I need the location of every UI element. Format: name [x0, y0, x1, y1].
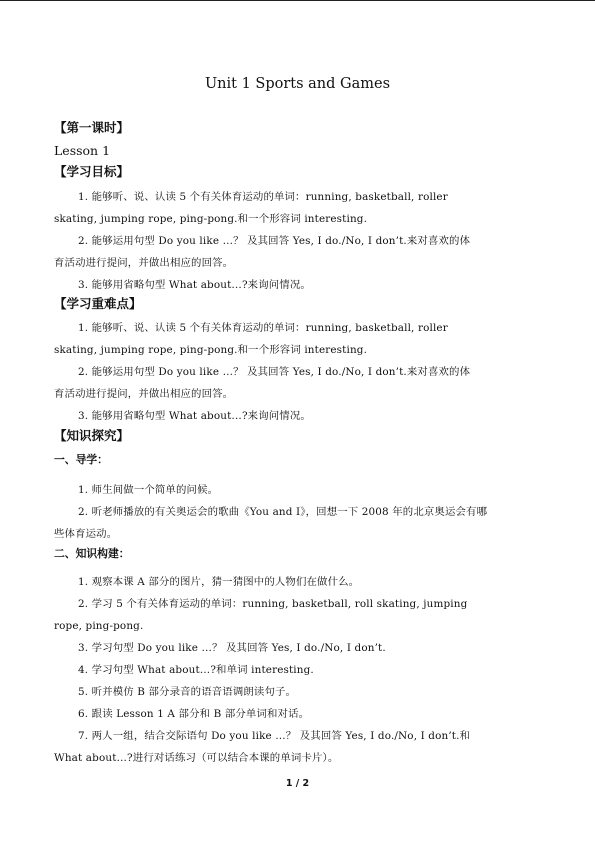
objective-line: 1. 能够听、说、认读 5 个有关体育运动的单词：running, basketball, roller	[78, 191, 448, 203]
key-points-heading: 【学习重难点】	[54, 296, 142, 311]
section2-heading: 二、知识构建：	[54, 547, 130, 560]
key-point-line: 育活动进行提问，并做出相应的回答。	[54, 388, 234, 400]
key-point-line: 3. 能够用省略句型 What about…?来询问情况。	[78, 410, 311, 422]
section2-line: 4. 学习句型 What about…?和单词 interesting.	[78, 664, 314, 676]
section2-line: What about…?进行对话练习（可以结合本课的单词卡片）。	[54, 752, 339, 764]
section2-line: 7. 两人一组，结合交际语句 Do you like …？ 及其回答 Yes, I do./No, I don’t.和	[78, 730, 471, 742]
explore-heading: 【知识探究】	[54, 428, 130, 443]
lesson-header: 【第一课时】	[54, 120, 130, 135]
objective-line: 3. 能够用省略句型 What about…?来询问情况。	[78, 279, 311, 291]
section2-line: 3. 学习句型 Do you like …？ 及其回答 Yes, I do./No, I don’t.	[78, 642, 386, 654]
section2-line: 1. 观察本课 A 部分的图片，猜一猜图中的人物们在做什么。	[78, 576, 360, 588]
objective-line: 育活动进行提问，并做出相应的回答。	[54, 257, 234, 269]
section2-line: 5. 听并模仿 B 部分录音的语音语调朗读句子。	[78, 686, 297, 698]
objective-line: skating, jumping rope, ping-pong.和一个形容词 interesting.	[54, 213, 368, 225]
section2-line: 6. 跟读 Lesson 1 A 部分和 B 部分单词和对话。	[78, 708, 310, 720]
lesson-name: Lesson 1	[54, 143, 111, 158]
key-point-line: 1. 能够听、说、认读 5 个有关体育运动的单词：running, basketball, roller	[78, 322, 448, 334]
section1-line: 1. 师生间做一个简单的问候。	[78, 484, 219, 496]
objective-line: 2. 能够运用句型 Do you like …？ 及其回答 Yes, I do./No, I don’t.来对喜欢的体	[78, 235, 471, 247]
objectives-heading: 【学习目标】	[54, 164, 130, 179]
section2-line: 2. 学习 5 个有关体育运动的单词：running, basketball, roll skating, jumping	[78, 598, 468, 610]
section1-line: 2. 听老师播放的有关奥运会的歌曲《You and I》，回想一下 2008 年的北京奥运会有哪	[78, 506, 488, 518]
section1-line: 些体育运动。	[54, 528, 118, 540]
section2-line: rope, ping-pong.	[54, 620, 144, 632]
key-point-line: 2. 能够运用句型 Do you like …？ 及其回答 Yes, I do./No, I don’t.来对喜欢的体	[78, 366, 471, 378]
key-point-line: skating, jumping rope, ping-pong.和一个形容词 interesting.	[54, 344, 368, 356]
page-number: 1 / 2	[285, 778, 310, 789]
section1-heading: 一、导学：	[54, 453, 108, 466]
document-title: Unit 1 Sports and Games	[204, 76, 391, 92]
